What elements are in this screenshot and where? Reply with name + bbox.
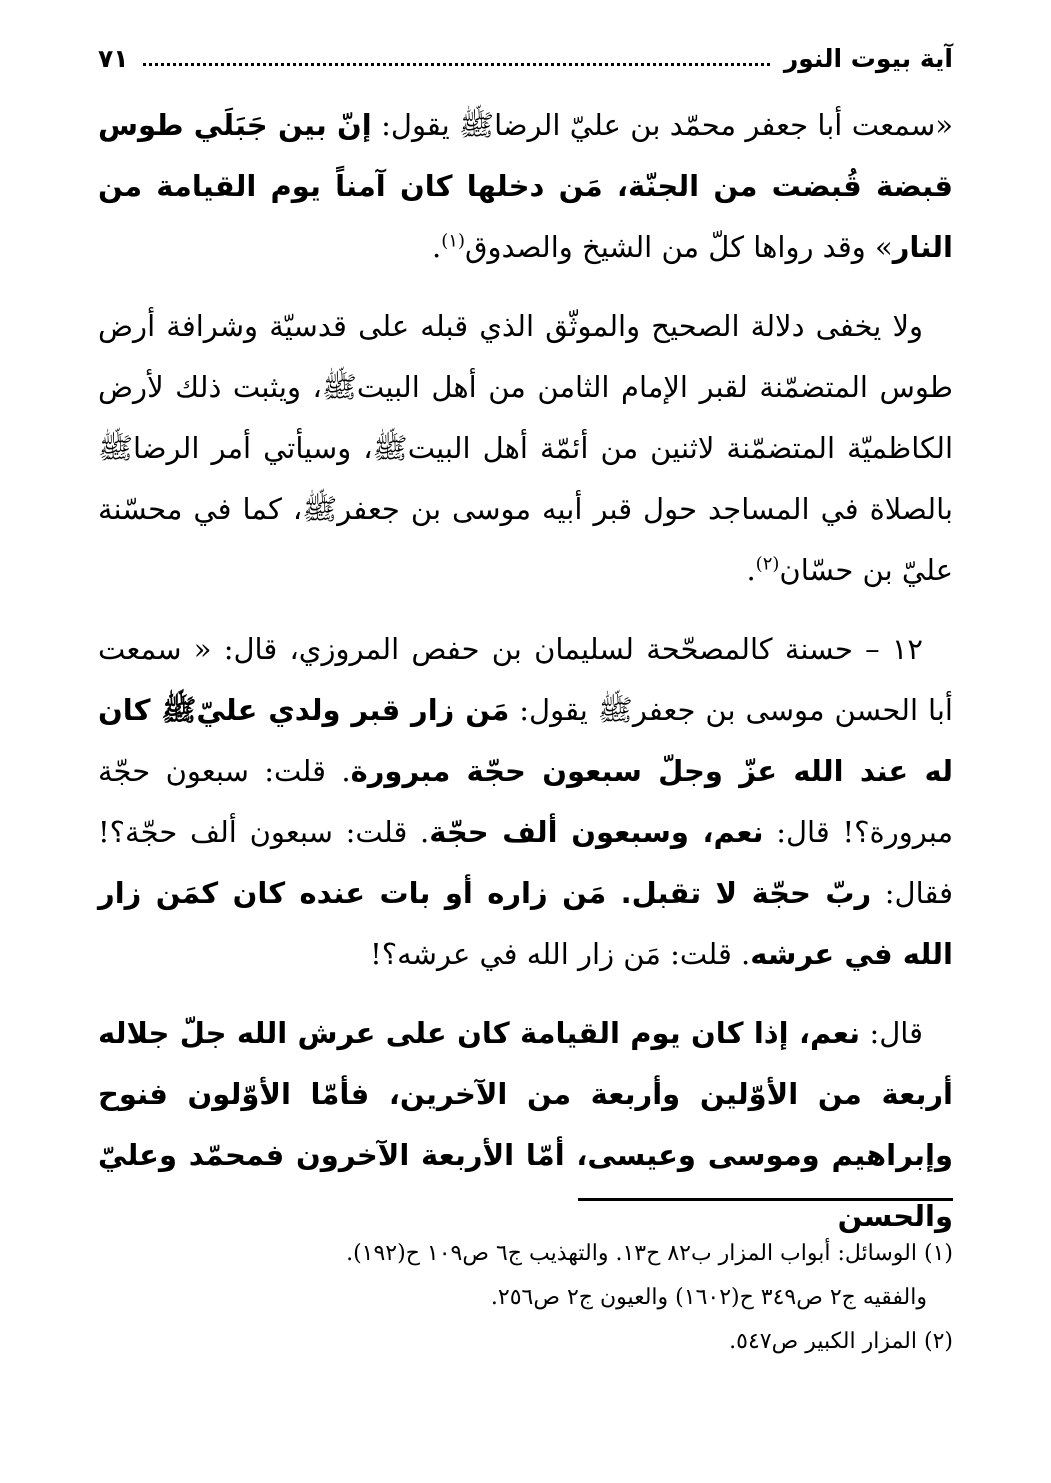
page-header	[98, 38, 953, 78]
paragraph-4-intro: قال:	[859, 1016, 923, 1050]
paragraph-2-end: .	[746, 553, 756, 587]
footnote-separator	[578, 1198, 953, 1201]
footnote-ref-2[interactable]: (٢)	[755, 553, 780, 575]
paragraph-3-question-2: . قلت: سبعون ألف حجّة؟! فقال:	[98, 815, 953, 910]
main-text	[98, 95, 953, 1247]
footnotes	[98, 1232, 953, 1364]
paragraph-3-question-3: . قلت: مَن زار الله في عرشه؟!	[370, 937, 751, 971]
paragraph-2-text: ولا يخفى دلالة الصحيح والموثّق الذي قبله على قدسيّة وشرافة أرض طوس المتضمّنة لقبر الإمام الثامن من أهل البيتﷺ، ويثبت ذلك لأرض الكاظميّة المتضمّنة لاثنين من أئمّة أهل البيتﷺ، وسيأتي أمر الرضاﷺ بالصلاة في المساجد حول قبر أبيه موسى بن جعفرﷺ، كما في محسّنة عليّ بن حسّان	[98, 309, 953, 587]
paragraph-3-question-1: . قلت: سبعون حجّة مبرورة؟! قال:	[98, 754, 953, 849]
footnote-1-line-2: والفقيه ج٢ ص٣٤٩ ح(١٦٠٢) والعيون ج٢ ص٢٥٦.	[490, 1285, 927, 1310]
paragraph-1	[98, 95, 953, 278]
paragraph-1-hadith: إنّ بين جَبَلَي طوس قبضة قُبضت من الجنّة، مَن دخلها كان آمناً يوم القيامة من النار	[98, 108, 953, 264]
paragraph-2	[98, 296, 953, 601]
dotted-leader	[143, 63, 770, 66]
paragraph-1-intro: «سمعت أبا جعفر محمّد بن عليّ الرضاﷺ يقول:	[371, 108, 953, 142]
footnote-2: (٢) المزار الكبير ص٥٤٧.	[729, 1329, 953, 1354]
paragraph-4-hadith: نعم، إذا كان يوم القيامة كان على عرش الله جلّ جلاله أربعة من الأوّلين وأربعة من الآخرين، فأمّا الأوّلون فنوح وإبراهيم وموسى وعيسى، أمّا الأربعة الآخرون فمحمّد وعليّ والحسن	[98, 1016, 953, 1233]
paragraph-3-intro: ١٢ – حسنة كالمصحّحة لسليمان بن حفص المروزي، قال: « سمعت أبا الحسن موسى بن جعفرﷺ يقول:	[98, 632, 953, 727]
paragraph-4	[98, 1003, 953, 1247]
paragraph-3-hadith-1: مَن زار قبر ولدي عليّﷺ كان له عند الله عزّ وجلّ سبعون حجّة مبرورة	[98, 693, 953, 788]
paragraph-1-end: .	[432, 230, 442, 264]
page-number: ٧١	[98, 43, 129, 73]
footnote-1-line-1: (١) الوسائل: أبواب المزار ب٨٢ ح١٣. والتهذيب ج٦ ص١٠٩ ح(١٩٢).	[346, 1241, 953, 1266]
running-title: آية بيوت النور	[783, 43, 953, 73]
footnote-ref-1[interactable]: (١)	[441, 230, 465, 252]
paragraph-3-hadith-2: نعم، وسبعون ألف حجّة	[429, 815, 764, 849]
paragraph-3-hadith-3: ربّ حجّة لا تقبل. مَن زاره أو بات عنده كان كمَن زار الله في عرشه	[98, 876, 953, 971]
paragraph-1-tail: » وقد رواها كلّ من الشيخ والصدوق	[465, 230, 893, 264]
paragraph-3	[98, 619, 953, 985]
